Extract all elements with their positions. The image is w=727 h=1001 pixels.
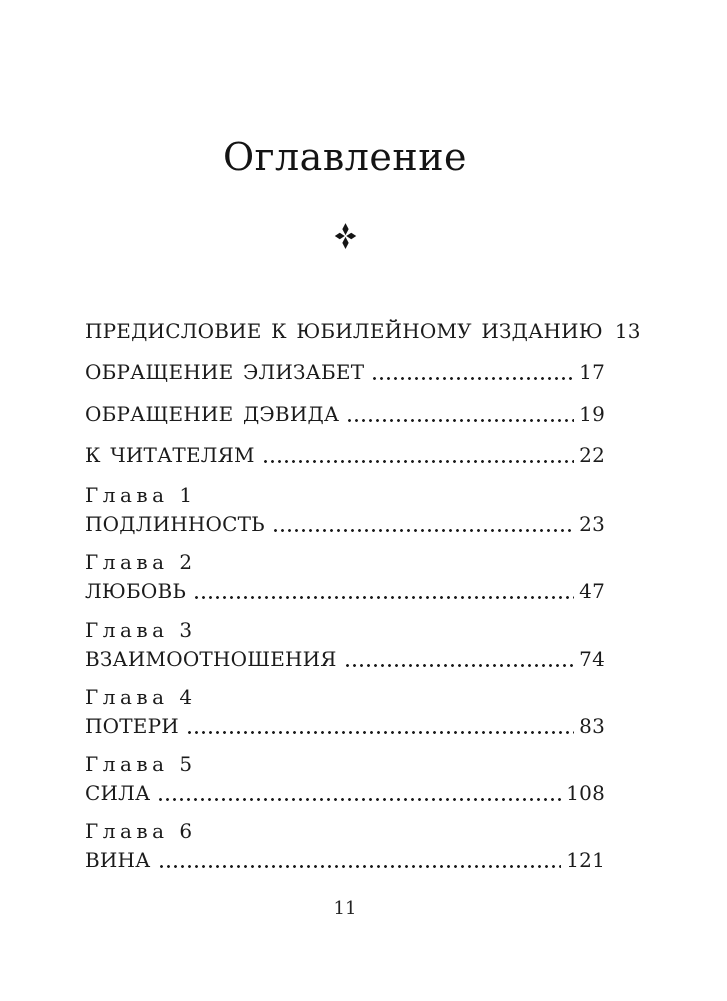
toc-chapter (85, 820, 605, 872)
toc-entry-label: ЛЮБОВЬ (85, 579, 187, 603)
toc-entry (85, 580, 605, 603)
dot-leader (346, 419, 574, 422)
toc-entry-page: 22 (579, 443, 605, 467)
toc-entry-page: 74 (579, 647, 605, 671)
dot-leader (262, 460, 574, 463)
toc-entry-page: 83 (579, 714, 605, 738)
toc-chapter (85, 619, 605, 671)
dot-leader (272, 529, 574, 532)
toc-entry (85, 715, 605, 738)
toc-entry-page: 47 (579, 579, 605, 603)
toc-chapter (85, 484, 605, 536)
toc-entry (85, 319, 641, 343)
ornament-icon (85, 222, 605, 250)
toc-entry (85, 782, 605, 805)
toc-entry-label: СИЛА (85, 781, 151, 805)
toc-entry (85, 361, 605, 384)
toc-chapter (85, 551, 605, 603)
dot-leader (158, 865, 562, 868)
toc-entry-label: ПОТЕРИ (85, 714, 179, 738)
chapter-heading: Глава 6 (85, 819, 197, 843)
chapter-heading: Глава 3 (85, 618, 197, 642)
page-number: 11 (333, 898, 357, 919)
toc-chapter (85, 686, 605, 738)
toc-entry-page: 121 (566, 848, 605, 872)
dot-leader (344, 664, 574, 667)
toc-entry-page: 19 (579, 402, 605, 426)
toc-entry-page: 108 (566, 781, 605, 805)
chapter-heading: Глава 4 (85, 685, 197, 709)
toc-entry-label: ОБРАЩЕНИЕ ДЭВИДА (85, 402, 340, 426)
dot-leader (371, 377, 574, 380)
toc-entry-page: 23 (579, 512, 605, 536)
dot-leader (193, 596, 574, 599)
chapter-heading: Глава 1 (85, 483, 197, 507)
dot-leader (157, 798, 561, 801)
toc-entry-label: К ЧИТАТЕЛЯМ (85, 443, 255, 467)
toc-entry (85, 648, 605, 671)
toc-entry (85, 849, 605, 872)
toc-entry-label: ВИНА (85, 848, 151, 872)
dot-leader (186, 731, 574, 734)
chapter-heading: Глава 5 (85, 752, 197, 776)
toc-entry-label: ОБРАЩЕНИЕ ЭЛИЗАБЕТ (85, 360, 365, 384)
toc-chapter (85, 753, 605, 805)
toc-entry (85, 403, 605, 426)
toc-entry (85, 444, 605, 467)
toc-entry (85, 513, 605, 536)
chapter-heading: Глава 2 (85, 550, 197, 574)
toc-entry-page: 17 (579, 360, 605, 384)
toc-entry-label: ПРЕДИСЛОВИЕ К ЮБИЛЕЙНОМУ ИЗДАНИЮ (85, 319, 603, 343)
toc-entry-label: ПОДЛИННОСТЬ (85, 512, 265, 536)
toc-entry-label: ВЗАИМООТНОШЕНИЯ (85, 647, 337, 671)
toc-entry-page: 13 (614, 319, 641, 343)
page-title: Оглавление (222, 135, 468, 179)
